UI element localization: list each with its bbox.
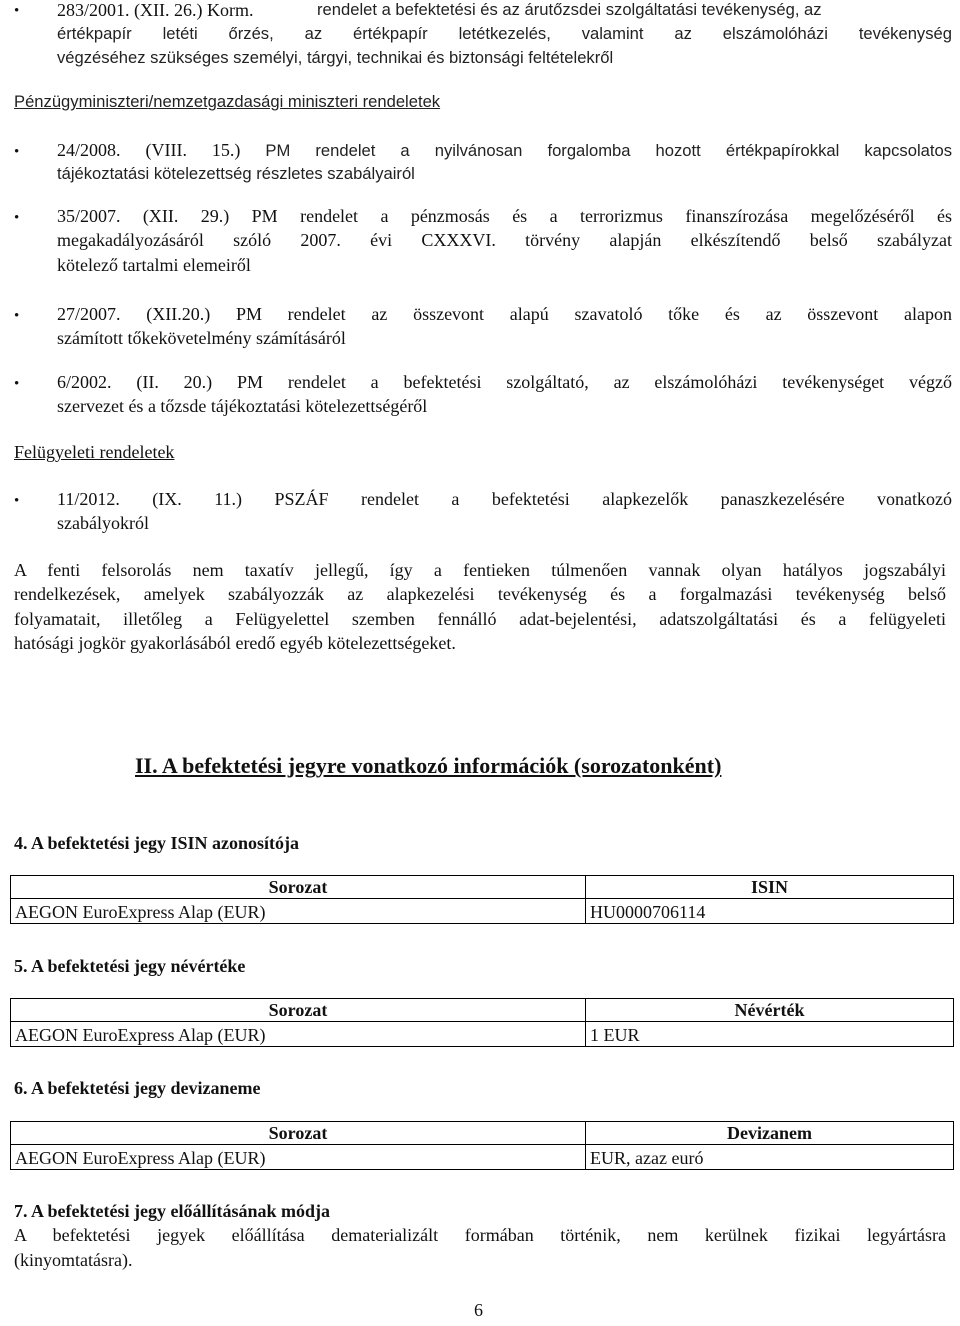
pm-item-number: 35/2007. (XII. 29.): [57, 206, 230, 226]
s7-line2: (kinyomtatásra).: [14, 1250, 133, 1270]
bullet-icon: •: [14, 3, 20, 19]
top-item-line3: végzéséhez szükséges személyi, tárgyi, technikai és biztonsági feltételekről: [57, 48, 614, 67]
fel-item-text: PSZÁF rendelet a befektetési alapkezelők panaszkezelésére vonatkozó: [274, 489, 952, 509]
table-row: [11, 1122, 954, 1145]
section-title: II. A befektetési jegyre vonatkozó információk (sorozatonként): [135, 753, 722, 778]
fel-heading: Felügyeleti rendeletek: [14, 442, 175, 462]
table-header-sorozat: Sorozat: [11, 999, 586, 1022]
pm-item-number: 6/2002. (II. 20.): [57, 372, 213, 392]
para-line1: A fenti felsorolás nem taxatív jellegű, így a fentieken túlmenően vannak olyan hatályos jogszabályi: [14, 560, 946, 580]
s7-line1: A befektetési jegyek előállítása dematerializált formában történik, nem kerülnek fizikai legyártásra: [14, 1225, 946, 1245]
pm-item-2-line2: megakadályozásáról szóló 2007. évi CXXXVI. törvény alapján elkészítendő belső szabályzat: [57, 230, 952, 250]
table-header-devizanem: Devizanem: [586, 1122, 954, 1145]
s6-table: [10, 1121, 954, 1170]
bullet-icon: •: [14, 210, 20, 226]
table-cell-series: AEGON EuroExpress Alap (EUR): [11, 1145, 586, 1170]
table-row: [11, 876, 954, 899]
s7-heading: 7. A befektetési jegy előállításának módja: [14, 1201, 330, 1221]
top-item-line1: [57, 0, 952, 22]
pm-item-4-line2: szervezet és a tőzsde tájékoztatási kötelezettségéről: [57, 396, 428, 416]
fel-item-line2: szabályokról: [57, 513, 149, 533]
top-item-line2: értékpapír letéti őrzés, az értékpapír letétkezelés, valamint az elszámolóházi tevékenység: [57, 24, 952, 43]
bullet-icon: •: [14, 308, 20, 324]
s4-heading: 4. A befektetési jegy ISIN azonosítója: [14, 833, 299, 853]
pm-item-3-line1: [57, 302, 952, 326]
pm-item-1-line1: [57, 138, 952, 163]
pm-item-number: 27/2007. (XII.20.): [57, 304, 211, 324]
para-line4: hatósági jogkör gyakorlásából eredő egyéb kötelezettségeket.: [14, 633, 456, 653]
table-row: [11, 999, 954, 1022]
fel-item-number: 11/2012. (IX. 11.): [57, 489, 243, 509]
pm-item-text: PM rendelet a nyilvánosan forgalomba hozott értékpapírokkal kapcsolatos: [265, 141, 953, 160]
table-header-isin: ISIN: [586, 876, 954, 899]
table-cell-value: 1 EUR: [586, 1022, 954, 1047]
pm-item-number: 24/2008. (VIII. 15.): [57, 140, 241, 160]
s4-table: [10, 875, 954, 924]
s6-heading: 6. A befektetési jegy devizaneme: [14, 1078, 261, 1098]
bullet-icon: •: [14, 376, 20, 392]
bullet-icon: •: [14, 144, 20, 160]
table-header-sorozat: Sorozat: [11, 876, 586, 899]
s5-heading: 5. A befektetési jegy névértéke: [14, 956, 246, 976]
fel-item-line1: [57, 487, 952, 511]
page-number: 6: [474, 1300, 483, 1320]
pm-heading: Pénzügyminiszteri/nemzetgazdasági miniszteri rendeletek: [14, 92, 441, 111]
table-cell-series: AEGON EuroExpress Alap (EUR): [11, 899, 586, 924]
pm-item-text: PM rendelet a pénzmosás és a terrorizmus finanszírozása megelőzéséről és: [251, 206, 952, 226]
table-row: [11, 1145, 954, 1170]
table-cell-value: HU0000706114: [586, 899, 954, 924]
table-row: [11, 1022, 954, 1047]
table-cell-value: EUR, azaz euró: [586, 1145, 954, 1170]
pm-item-text: PM rendelet az összevont alapú szavatoló tőke és az összevont alapon: [235, 304, 952, 324]
table-cell-series: AEGON EuroExpress Alap (EUR): [11, 1022, 586, 1047]
para-line3: folyamatait, illetőleg a Felügyelettel szemben fennálló adat-bejelentési, adatszolgáltatási és a felügyeleti: [14, 609, 946, 629]
bullet-icon: •: [14, 493, 20, 509]
top-item-text1: rendelet a befektetési és az árutőzsdei szolgáltatási tevékenység, az: [317, 0, 822, 19]
pm-item-2-line3: kötelező tartalmi elemeiről: [57, 255, 251, 275]
top-item-number: 283/2001. (XII. 26.) Korm.: [57, 0, 254, 20]
pm-item-1-line2: tájékoztatási kötelezettség részletes szabályairól: [57, 164, 415, 183]
pm-item-3-line2: számított tőkekövetelmény számításáról: [57, 328, 346, 348]
pm-item-text: PM rendelet a befektetési szolgáltató, az elszámolóházi tevékenységet végző: [237, 372, 953, 392]
table-row: [11, 899, 954, 924]
pm-item-4-line1: [57, 370, 952, 394]
table-header-sorozat: Sorozat: [11, 1122, 586, 1145]
para-line2: rendelkezések, amelyek szabályozzák az alapkezelési tevékenység és a forgalmazási tevékenység belső: [14, 584, 946, 604]
s5-table: [10, 998, 954, 1047]
table-header-nevertek: Névérték: [586, 999, 954, 1022]
pm-item-2-line1: [57, 204, 952, 228]
